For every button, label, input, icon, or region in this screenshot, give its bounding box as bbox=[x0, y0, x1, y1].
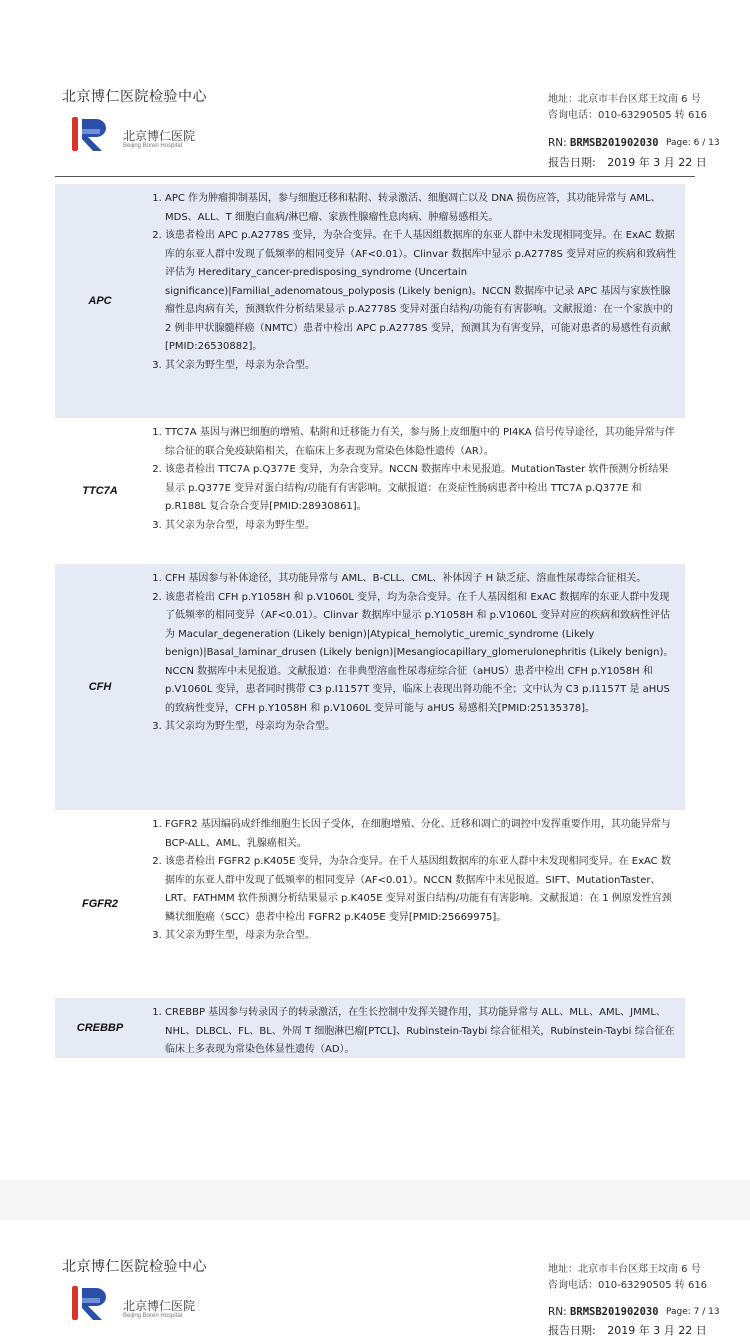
date-label: 报告日期: bbox=[548, 156, 596, 169]
address-text: 地址：北京市丰台区郑王坟南 6 号 bbox=[548, 94, 701, 105]
gene-name: FGFR2 bbox=[81, 898, 119, 910]
list-item: 2. 该患者检出 CFH p.Y1058H 和 p.V1060L 变异，均为杂合变异。在千人基因组和 ExAC 数据库的东亚人群中发现了低频率的相同变异（AF<0.01）。Clinvar 数据库中显示 p.Y1058H 和 p.V1060L 变异对应的疾病和致病性评估为 Macular_degeneration (Likely benign)|Atypical_hemolytic_uremic_syndrome (Likely benign)|Basal_laminar_drusen (Likely benign)|Mesangiocapillary_glomerulonephritis (Likely benign)。NCCN 数据库中未见报道。文献报道：在非典型溶血性尿毒症综合征（aHUS）患者中检出 CFH p.Y1058H 和 p.V1060L 变异，患者同时携带 C3 p.I1157T 变异，临床上表现出肾功能不全；文中认为 C3 p.I1157T 是 aHUS 的致病性变异，CFH p.Y1058H 和 p.V1060L 变异可能与 aHUS 易感相关[PMID:25135378]。 bbox=[165, 589, 677, 719]
gene-name: APC bbox=[88, 295, 112, 307]
date-label: 报告日期: bbox=[548, 1324, 596, 1337]
hospital-logo-icon bbox=[70, 1284, 118, 1322]
header-divider bbox=[55, 176, 695, 177]
gene-description bbox=[145, 418, 685, 564]
logo-name-cn: 北京博仁医院 bbox=[123, 1299, 196, 1313]
logo-name-en: Beijing Boren Hospital bbox=[123, 1313, 183, 1319]
list-item: 1. APC 作为肿瘤抑制基因，参与细胞迁移和粘附、转录激活、细胞凋亡以及 DNA 损伤应答，其功能异常与 AML、MDS、ALL、T 细胞白血病/淋巴瘤、家族性腺瘤性息肉病、肿瘤易感相关。 bbox=[165, 190, 677, 227]
gene-description bbox=[145, 184, 685, 418]
report-date bbox=[548, 1322, 707, 1338]
rn-label: RN: bbox=[548, 137, 567, 149]
date-value: 2019 年 3 月 22 日 bbox=[607, 1324, 707, 1337]
list-item: 3. 其父亲为杂合型，母亲为野生型。 bbox=[165, 517, 677, 536]
list-item: 2. 该患者检出 FGFR2 p.K405E 变异，为杂合变异。在千人基因组数据库的东亚人群中未发现相同变异。在 ExAC 数据库的东亚人群中发现了低频率的相同变异（AF<0.01）。NCCN 数据库中未见报道。SIFT、MutationTaster、LRT、FATHMM 软件预测分析结果显示 p.K405E 变异对蛋白结构/功能有有害影响。文献报道：在 1 例原发性宫颈鳞状细胞癌（SCC）患者中检出 FGFR2 p.K405E 变异[PMID:25669975]。 bbox=[165, 853, 677, 927]
gene-row-ttc7a bbox=[55, 418, 685, 564]
list-item: 2. 该患者检出 TTC7A p.Q377E 变异，为杂合变异。NCCN 数据库中未见报道。MutationTaster 软件预测分析结果显示 p.Q377E 变异对蛋白结构/功能有有害影响。文献报道：在炎症性肠病患者中检出 TTC7A p.Q377E 和 p.R188L 复合杂合变异[PMID:28930861]。 bbox=[165, 461, 677, 517]
gene-description bbox=[145, 564, 685, 810]
report-date bbox=[548, 154, 707, 170]
page-gap bbox=[0, 1180, 750, 1220]
phone-text: 咨询电话：010-63290505 转 616 bbox=[548, 1280, 708, 1291]
list-item: 3. 其父亲为野生型，母亲为杂合型。 bbox=[165, 927, 677, 946]
hospital-title-page2: 北京博仁医院检验中心 bbox=[62, 1259, 207, 1275]
gene-description bbox=[145, 810, 685, 998]
hospital-title: 北京博仁医院检验中心 bbox=[62, 89, 207, 105]
list-item: 3. 其父亲均为野生型，母亲均为杂合型。 bbox=[165, 718, 677, 737]
hospital-logo-icon bbox=[70, 115, 118, 153]
phone-text: 咨询电话：010-63290505 转 616 bbox=[548, 110, 708, 121]
list-item: 2. 该患者检出 APC p.A2778S 变异，为杂合变异。在千人基因组数据库的东亚人群中未发现相同变异。在 ExAC 数据库的东亚人群中发现了低频率的相同变异（AF<0.01）。Clinvar 数据库中显示 p.A2778S 变异对应的疾病和致病性评估为 Hereditary_cancer-predisposing_syndrome (Uncertain significance)|Familial_adenomatous_polyposis (Likely benign)。NCCN 数据库中记录 APC 基因与家族性腺瘤性息肉病有关，预测软件分析结果显示 p.A2778S 变异对蛋白结构/功能有有害影响。文献报道：在一个家族中的 2 例非甲状腺髓样癌（NMTC）患者中检出 APC p.A2778S 变异，预测其为有害变异，可能对患者的易感性有贡献[PMID:26530882]。 bbox=[165, 227, 677, 357]
list-item: 3. 其父亲为野生型，母亲为杂合型。 bbox=[165, 357, 677, 376]
logo-name-cn: 北京博仁医院 bbox=[123, 129, 196, 143]
logo-name-en: Beijing Boren Hospital bbox=[123, 143, 183, 149]
gene-row-apc bbox=[55, 184, 685, 418]
rn-line bbox=[548, 137, 659, 149]
list-item: 1. CREBBP 基因参与转录因子的转录激活，在生长控制中发挥关键作用，其功能异常与 ALL、MLL、AML、JMML、NHL、DLBCL、FL、BL、外周 T 细胞淋巴瘤[PTCL]、Rubinstein-Taybi 综合征相关，Rubinstein-Taybi 综合征在临床上多表现为常染色体显性遗传（AD）。 bbox=[165, 1004, 677, 1060]
address-text: 地址：北京市丰台区郑王坟南 6 号 bbox=[548, 1264, 701, 1275]
rn-value: BRMSB201902030 bbox=[570, 137, 659, 149]
rn-line bbox=[548, 1306, 659, 1318]
date-value: 2019 年 3 月 22 日 bbox=[607, 156, 707, 169]
gene-name: CREBBP bbox=[76, 1022, 124, 1034]
list-item: 1. CFH 基因参与补体途径，其功能异常与 AML、B-CLL、CML、补体因子 H 缺乏症、溶血性尿毒综合征相关。 bbox=[165, 570, 677, 589]
list-item: 1. FGFR2 基因编码成纤维细胞生长因子受体，在细胞增殖、分化、迁移和凋亡的调控中发挥重要作用，其功能异常与 BCP-ALL、AML、乳腺癌相关。 bbox=[165, 816, 677, 853]
rn-value: BRMSB201902030 bbox=[570, 1306, 659, 1318]
page-number: Page: 6 / 13 bbox=[666, 138, 720, 148]
gene-description bbox=[145, 998, 685, 1058]
gene-name: CFH bbox=[88, 681, 112, 693]
gene-row-crebbp bbox=[55, 998, 685, 1058]
page-number: Page: 7 / 13 bbox=[666, 1307, 720, 1317]
list-item: 1. TTC7A 基因与淋巴细胞的增殖、粘附和迁移能力有关，参与肠上皮细胞中的 PI4KA 信号传导途径，其功能异常与伴综合征的联合免疫缺陷相关，在临床上多表现为常染色体隐性遗传（AR）。 bbox=[165, 424, 677, 461]
rn-label: RN: bbox=[548, 1306, 567, 1318]
gene-row-fgfr2 bbox=[55, 810, 685, 998]
gene-name: TTC7A bbox=[82, 485, 118, 497]
gene-row-cfh bbox=[55, 564, 685, 810]
